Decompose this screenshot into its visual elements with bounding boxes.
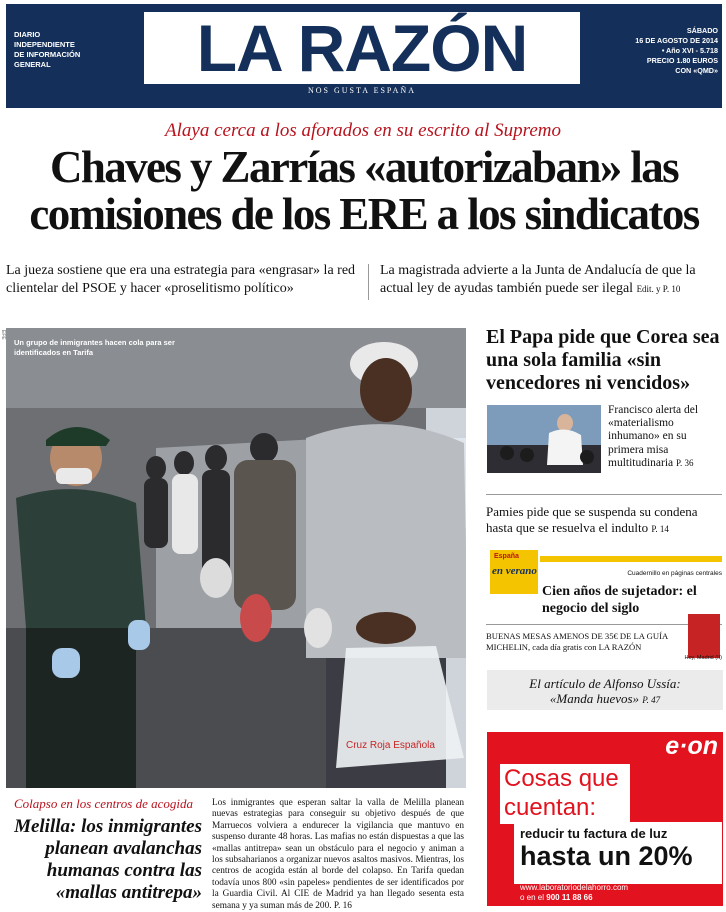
ussia-line1: El artículo de Alfonso Ussía: bbox=[529, 676, 681, 691]
lead-subhead-right bbox=[380, 262, 722, 298]
papa-photo[interactable] bbox=[487, 405, 601, 473]
lead-subhead-right-text: La magistrada advierte a la Junta de Andalucía de que la actual ley de ayudas también puede ser ilegal bbox=[380, 263, 696, 296]
papa-headline[interactable]: El Papa pide que Corea sea una sola familia «sin vencedores ni vencidos» bbox=[486, 326, 720, 394]
papa-text bbox=[608, 404, 722, 470]
issue-day: SÁBADO bbox=[686, 26, 718, 35]
page-reference: Edit. y P. 10 bbox=[636, 284, 681, 294]
page-reference: P. 47 bbox=[642, 695, 661, 705]
ad-slogan-line2: cuentan: bbox=[504, 794, 597, 821]
ussia-line2: «Manda huevos» bbox=[549, 691, 640, 706]
ussia-teaser[interactable] bbox=[487, 676, 723, 708]
ad-phone: 900 11 88 66 bbox=[546, 893, 593, 902]
ad-phone-prefix: o en el bbox=[520, 893, 545, 902]
masthead-left-info bbox=[14, 30, 124, 70]
sujetador-headline[interactable]: Cien años de sujetador: el negocio del siglo bbox=[542, 584, 697, 616]
ad-reducir: reducir tu factura de luz bbox=[520, 826, 668, 841]
issue-supplement: CON «QMD» bbox=[675, 66, 718, 75]
ad-slogan bbox=[504, 764, 634, 822]
page-reference: P. 14 bbox=[651, 524, 669, 534]
pope-mass-illustration bbox=[487, 405, 601, 473]
ad-url: www.laboratoriodelahorro.com bbox=[520, 883, 629, 892]
issue-number: • Año XVI - 5.718 bbox=[661, 46, 718, 55]
cuadernillo-label: Cuadernillo en páginas centrales bbox=[627, 570, 722, 577]
pamies-brief[interactable] bbox=[486, 504, 722, 537]
michelin-guide-image bbox=[688, 614, 720, 658]
ad-hasta: hasta un 20% bbox=[520, 841, 693, 871]
column-rule bbox=[486, 624, 722, 625]
page-reference: P. 36 bbox=[676, 457, 694, 468]
melilla-headline[interactable]: Melilla: los inmigrantes planean avalanchas humanas contra las «mallas antitrepa» bbox=[14, 816, 202, 903]
verano-badge-word: en verano bbox=[492, 565, 537, 577]
masthead-tagline: NOS GUSTA ESPAÑA bbox=[308, 86, 416, 95]
newspaper-logo[interactable]: LA RAZÓN bbox=[196, 11, 528, 85]
lead-kicker: Alaya cerca a los aforados en su escrito al Supremo bbox=[165, 120, 561, 141]
lead-subhead-left: La jueza sostiene que era una estrategia para «engrasar» la red clientelar del PSOE y hacer «proselitismo político» bbox=[6, 263, 356, 296]
eon-logo: e·on bbox=[665, 732, 718, 760]
issue-date: 16 DE AGOSTO DE 2014 bbox=[635, 36, 718, 45]
melilla-body: Los inmigrantes que esperan saltar la valla de Melilla planean nuevas estrategias para conseguir su objetivo después de que Marruecos volviera a endurecer la vigilancia que mantuvo en suspenso durante 48 horas. Las mafias no están dispuestas a que las «mallas antitrepa» sean un obstáculo para el negocio y animan a los subsaharianos a organizar nuevos asaltos masivos. Mientras, los centros de acogida están al borde del colapso. En Tarifa quedan todavía unos 800 «sin papeles» pendientes de ser identificados por la Guardia Civil. Al CIE de Madrid ya han llegado sesenta esta semana y ya suman más de 200. P. 16 bbox=[212, 798, 464, 911]
subhead-divider bbox=[368, 264, 369, 300]
masthead-left-line: INDEPENDIENTE bbox=[14, 40, 75, 49]
buenas-mesas-promo[interactable]: BUENAS MESAS AMENOS DE 35€ DE LA GUÍA MICHELIN, cada día gratis con LA RAZÓN bbox=[486, 631, 668, 652]
ad-slogan-line1: Cosas que bbox=[504, 765, 619, 792]
masthead-left-line: DIARIO bbox=[14, 30, 41, 39]
papa-summary: Francisco alerta del «materialismo inhumano» en su primera misa multitudinaria bbox=[608, 404, 699, 469]
photo-caption: Un grupo de inmigrantes hacen cola para ser identificados en Tarifa bbox=[14, 338, 175, 357]
ad-contact[interactable] bbox=[514, 883, 726, 903]
photo-credit: EFE bbox=[0, 330, 6, 340]
masthead-issue-info bbox=[596, 26, 718, 76]
melilla-kicker: Colapso en los centros de acogida bbox=[14, 796, 193, 811]
buenas-mesas-credit: Hoy, Madrid (II) bbox=[684, 655, 722, 661]
immigrants-queue-illustration bbox=[6, 328, 466, 788]
masthead-left-line: DE INFORMACIÓN bbox=[14, 50, 81, 59]
bag-label: Cruz Roja Española bbox=[346, 740, 435, 751]
verano-badge-espana: España bbox=[494, 553, 519, 560]
lead-headline[interactable]: Chaves y Zarrías «autorizaban» las comisiones de los ERE a los sindicatos bbox=[29, 142, 699, 239]
pamies-text: Pamies pide que se suspenda su condena hasta que se resuelva el indulto bbox=[486, 504, 698, 535]
lead-photo[interactable] bbox=[6, 328, 466, 788]
issue-price: PRECIO 1.80 EUROS bbox=[646, 56, 718, 65]
verano-bar bbox=[540, 556, 722, 562]
masthead-left-line: GENERAL bbox=[14, 60, 51, 69]
column-rule bbox=[486, 494, 722, 495]
